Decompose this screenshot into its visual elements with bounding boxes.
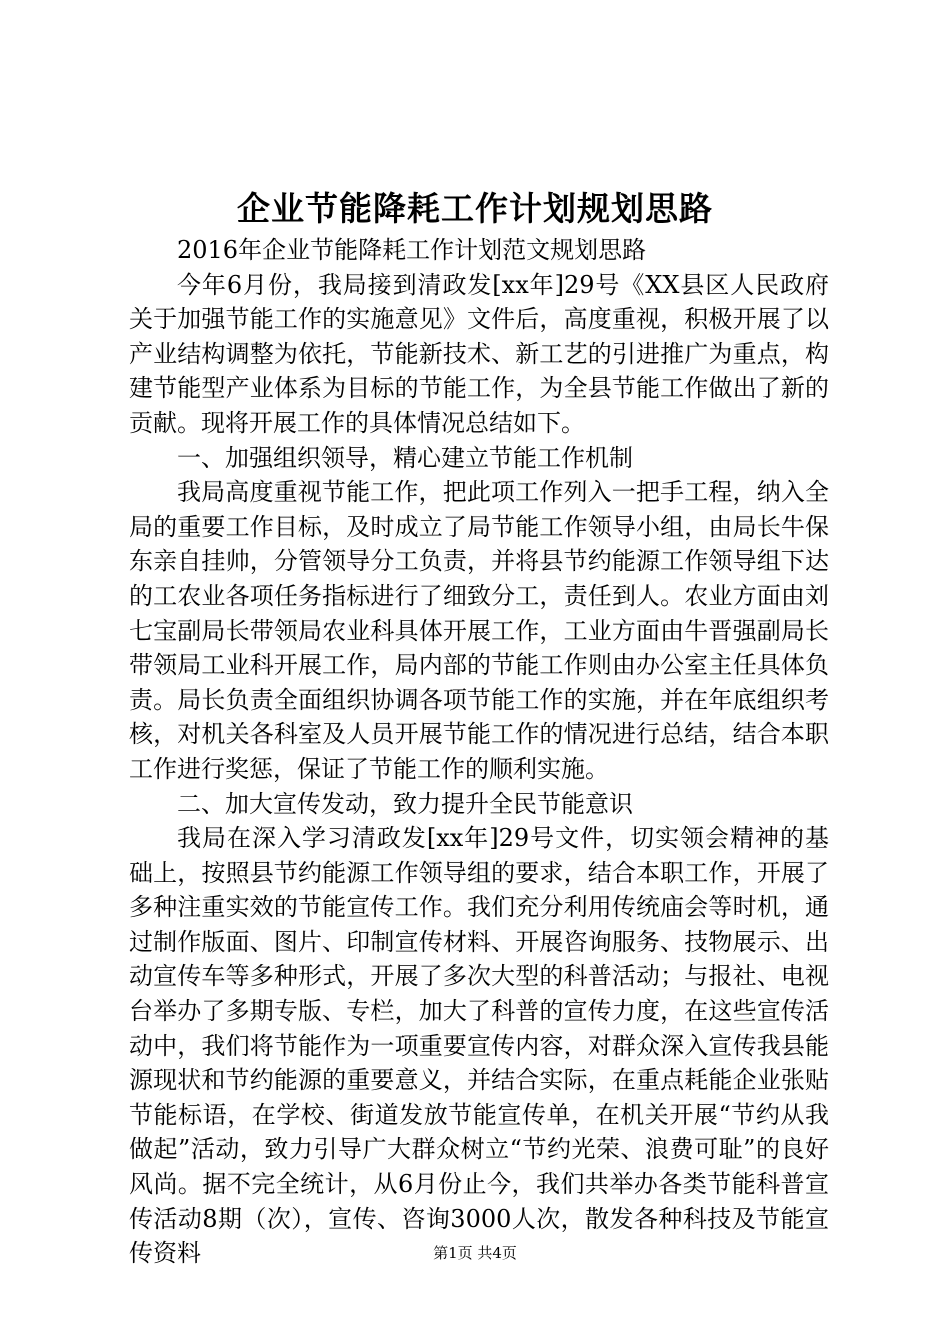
subtitle-paragraph: 2016年企业节能降耗工作计划范文规划思路: [177, 236, 647, 264]
intro-paragraph: 今年6月份，我局接到清政发[xx年]29号《XX县区人民政府关于加强节能工作的实施意见》文件后，高度重视，积极开展了以产业结构调整为依托，节能新技术、新工艺的引进推广为重点，构建节能型产业体系为目标的节能工作，为全县节能工作做出了新的贡献。现将开展工作的具体情况总结如下。: [129, 270, 829, 437]
document-title: 企业节能降耗工作计划规划思路: [237, 189, 713, 228]
section-heading-1: 一、加强组织领导，精心建立节能工作机制: [177, 443, 633, 472]
section-heading-2: 二、加大宣传发动，致力提升全民节能意识: [177, 789, 633, 818]
page-footer: 第1页 共4页: [433, 1244, 517, 1262]
section-2-paragraph: 我局在深入学习清政发[xx年]29号文件，切实领会精神的基础上，按照县节约能源工作领导组的要求，结合本职工作，开展了多种注重实效的节能宣传工作。我们充分利用传统庙会等时机，通过制作版面、图片、印制宣传材料、开展咨询服务、技物展示、出动宣传车等多种形式，开展了多次大型的科普活动；与报社、电视台举办了多期专版、专栏，加大了科普的宣传力度，在这些宣传活动中，我们将节能作为一项重要宣传内容，对群众深入宣传我县能源现状和节约能源的重要意义，并结合实际，在重点耗能企业张贴节能标语，在学校、街道发放节能宣传单，在机关开展“节约从我做起”活动，致力引导广大群众树立“节约光荣、浪费可耻”的良好风尚。据不完全统计，从6月份止今，我们共举办各类节能科普宣传活动8期（次），宣传、咨询3000人次，散发各种科技及节能宣传资料: [129, 824, 829, 1268]
section-1-paragraph: 我局高度重视节能工作，把此项工作列入一把手工程，纳入全局的重要工作目标，及时成立了局节能工作领导小组，由局长牛保东亲自挂帅，分管领导分工负责，并将县节约能源工作领导组下达的工农业各项任务指标进行了细致分工，责任到人。农业方面由刘七宝副局长带领局农业科具体开展工作，工业方面由牛晋强副局长带领局工业科开展工作，局内部的节能工作则由办公室主任具体负责。局长负责全面组织协调各项节能工作的实施，并在年底组织考核，对机关各科室及人员开展节能工作的情况进行总结，结合本职工作进行奖惩，保证了节能工作的顺利实施。: [129, 478, 829, 783]
document-body: [129, 233, 829, 1271]
